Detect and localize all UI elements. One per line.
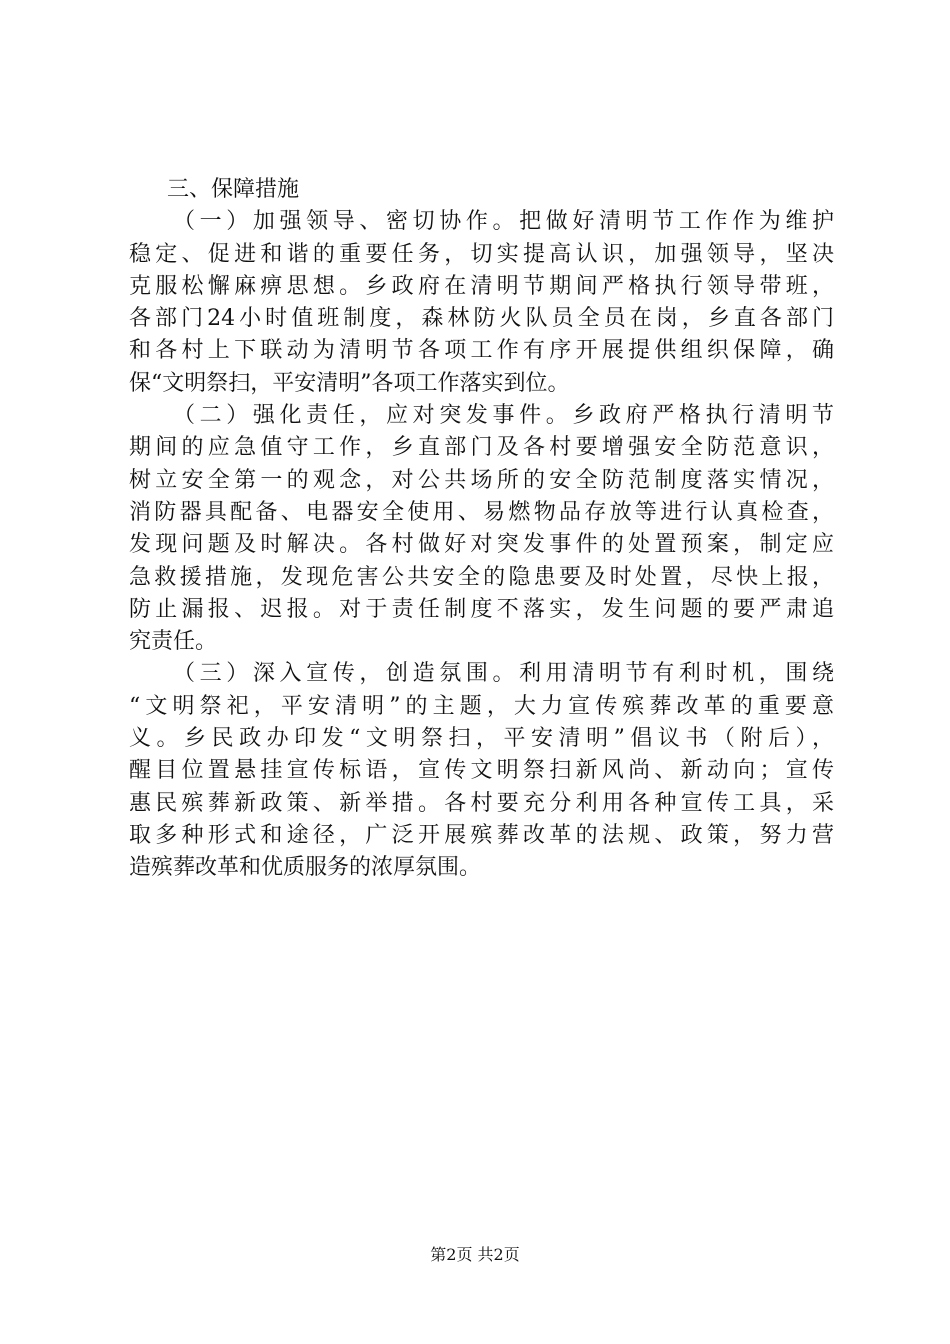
document-body xyxy=(129,174,834,885)
paragraph-3-line-1: （三）深入宣传，创造氛围。利用清明节有利时机，围绕 xyxy=(173,661,834,687)
paragraph-1-line-4: 各部门24小时值班制度，森林防火队员全员在岗，乡直各部门 xyxy=(129,306,834,332)
paragraph-3-line-7: 造殡葬改革和优质服务的浓厚氛围。 xyxy=(129,855,482,881)
paragraph-2-line-7: 防止漏报、迟报。对于责任制度不落实，发生问题的要严肃追 xyxy=(129,596,834,622)
paragraph-2-line-4: 消防器具配备、电器安全使用、易燃物品存放等进行认真检查， xyxy=(129,499,834,525)
paragraph-3-line-4: 醒目位置悬挂宣传标语，宣传文明祭扫新风尚、新动向；宣传 xyxy=(129,758,834,784)
paragraph-3-line-2: “文明祭祀，平安清明”的主题，大力宣传殡葬改革的重要意 xyxy=(129,693,834,719)
paragraph-1-line-6: 保“文明祭扫，平安清明”各项工作落实到位。 xyxy=(129,370,570,396)
paragraph-2-line-8: 究责任。 xyxy=(129,629,218,655)
paragraph-1-line-3: 克服松懈麻痹思想。乡政府在清明节期间严格执行领导带班， xyxy=(129,273,834,299)
paragraph-1-line-5: 和各村上下联动为清明节各项工作有序开展提供组织保障，确 xyxy=(129,338,834,364)
paragraph-3-line-5: 惠民殡葬新政策、新举措。各村要充分利用各种宣传工具，采 xyxy=(129,790,834,816)
paragraph-2-line-2: 期间的应急值守工作，乡直部门及各村要增强安全防范意识， xyxy=(129,435,834,461)
paragraph-3-line-6: 取多种形式和途径，广泛开展殡葬改革的法规、政策，努力营 xyxy=(129,822,834,848)
paragraph-2-line-3: 树立安全第一的观念，对公共场所的安全防范制度落实情况， xyxy=(129,467,834,493)
section-heading: 三、保障措施 xyxy=(167,177,300,202)
paragraph-3-line-3: 义。乡民政办印发“文明祭扫，平安清明”倡议书（附后）， xyxy=(129,726,834,752)
paragraph-1-line-1: （一）加强领导、密切协作。把做好清明节工作作为维护 xyxy=(173,209,834,235)
paragraph-2-line-5: 发现问题及时解决。各村做好对突发事件的处置预案，制定应 xyxy=(129,532,834,558)
paragraph-2-line-6: 急救援措施，发现危害公共安全的隐患要及时处置，尽快上报， xyxy=(129,564,834,590)
paragraph-2-line-1: （二）强化责任，应对突发事件。乡政府严格执行清明节 xyxy=(173,403,834,429)
paragraph-1-line-2: 稳定、促进和谐的重要任务，切实提高认识，加强领导，坚决 xyxy=(129,241,834,267)
page-footer: 第2页 共2页 xyxy=(430,1245,520,1264)
